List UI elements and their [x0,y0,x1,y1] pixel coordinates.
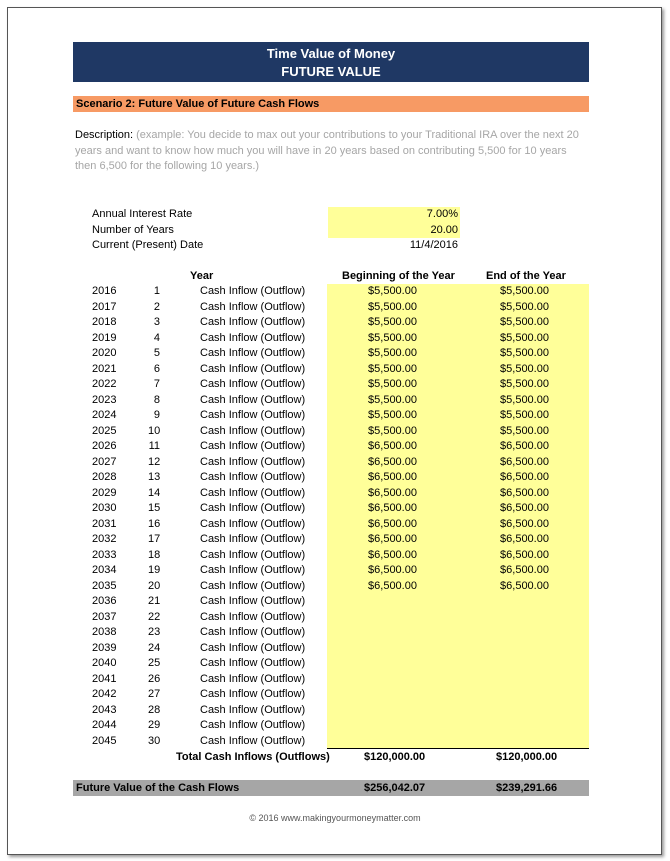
row-number: 25 [148,657,161,669]
row-end-value[interactable]: $6,500.00 [500,533,549,545]
row-number: 26 [148,672,161,685]
description [75,128,591,175]
row-label: Cash Inflow (Outflow) [200,455,306,468]
row-beginning-value[interactable]: $6,500.00 [368,471,417,483]
table-row [0,579,670,595]
row-number: 24 [148,641,161,654]
row-beginning-value[interactable]: $6,500.00 [368,579,417,592]
row-number: 14 [148,486,161,499]
row-year: 2020 [92,347,117,359]
table-row [0,703,670,719]
row-label: Cash Inflow (Outflow) [200,688,306,700]
row-year: 2032 [92,533,117,545]
row-year: 2017 [92,300,117,313]
row-number: 18 [148,548,161,561]
table-row [0,470,670,486]
row-year: 2023 [92,393,117,406]
row-label: Cash Inflow (Outflow) [200,347,306,359]
row-year: 2044 [92,719,117,731]
row-beginning-value[interactable]: $5,500.00 [368,347,417,359]
param-label: Current (Present) Date [92,239,204,251]
table-row [0,362,670,378]
row-label: Cash Inflow (Outflow) [200,300,306,313]
future-value-bar [73,780,589,796]
row-beginning-value[interactable]: $6,500.00 [368,486,417,499]
row-number: 19 [148,564,161,576]
row-end-value[interactable]: $6,500.00 [500,548,549,561]
table-row [0,517,670,533]
row-label: Cash Inflow (Outflow) [200,440,306,452]
page-header [73,42,589,82]
total-divider [327,748,589,749]
row-number: 20 [148,579,161,592]
row-end-value[interactable]: $5,500.00 [500,285,549,297]
column-header-beginning: Beginning of the Year [342,270,455,282]
total-label: Total Cash Inflows (Outflows) [176,751,330,763]
row-beginning-value[interactable]: $5,500.00 [368,300,417,313]
row-label: Cash Inflow (Outflow) [200,316,306,328]
row-beginning-value[interactable]: $5,500.00 [368,393,417,406]
table-row [0,346,670,362]
table-row [0,718,670,734]
row-year: 2043 [92,703,117,716]
row-year: 2016 [92,285,117,297]
row-number: 2 [153,300,160,313]
row-label: Cash Inflow (Outflow) [200,331,306,344]
row-number: 10 [148,424,161,437]
row-number: 7 [153,378,160,390]
row-label: Cash Inflow (Outflow) [200,626,306,638]
table-row [0,501,670,517]
row-year: 2025 [92,424,117,437]
row-number: 5 [153,347,160,359]
row-label: Cash Inflow (Outflow) [200,393,306,406]
row-end-value[interactable]: $6,500.00 [500,502,549,514]
total-beginning: $120,000.00 [364,751,426,763]
row-year: 2028 [92,471,117,483]
row-number: 17 [148,533,161,545]
row-label: Cash Inflow (Outflow) [200,703,306,716]
total-end: $120,000.00 [496,751,558,763]
row-label: Cash Inflow (Outflow) [200,424,306,437]
scenario-banner: Scenario 2: Future Value of Future Cash Flows [73,96,589,112]
future-value-label: Future Value of the Cash Flows [76,782,240,794]
table-row [0,594,670,610]
row-label: Cash Inflow (Outflow) [200,564,306,576]
row-label: Cash Inflow (Outflow) [200,486,306,499]
row-label: Cash Inflow (Outflow) [200,502,306,514]
param-label: Number of Years [92,223,174,236]
future-value-end: $239,291.66 [496,782,558,794]
row-number: 15 [148,502,161,514]
row-year: 2031 [92,517,117,530]
row-year: 2037 [92,610,117,623]
row-end-value[interactable]: $5,500.00 [500,409,549,421]
row-end-value[interactable]: $6,500.00 [500,471,549,483]
row-beginning-value[interactable]: $6,500.00 [368,564,417,576]
row-beginning-value[interactable]: $5,500.00 [368,424,417,437]
row-label: Cash Inflow (Outflow) [200,517,306,530]
description-label: Description: [75,129,134,141]
row-end-value[interactable]: $6,500.00 [500,455,549,468]
row-label: Cash Inflow (Outflow) [200,672,306,685]
table-row [0,563,670,579]
interest-rate-input[interactable]: 7.00% [328,207,460,223]
param-label: Annual Interest Rate [92,208,193,220]
table-row [0,486,670,502]
table-row [0,548,670,564]
row-number: 1 [153,285,160,297]
row-label: Cash Inflow (Outflow) [200,734,306,747]
row-label: Cash Inflow (Outflow) [200,285,306,297]
row-label: Cash Inflow (Outflow) [200,533,306,545]
row-number: 21 [148,595,161,607]
row-year: 2039 [92,641,117,654]
row-year: 2029 [92,486,117,499]
row-year: 2042 [92,688,117,700]
table-row [0,377,670,393]
table-row [0,408,670,424]
row-number: 27 [148,688,161,700]
page-title: Time Value of Money [266,46,396,61]
table-row [0,424,670,440]
row-year: 2036 [92,595,117,607]
row-label: Cash Inflow (Outflow) [200,548,306,561]
table-row [0,439,670,455]
table-row [0,315,670,331]
row-label: Cash Inflow (Outflow) [200,641,306,654]
row-beginning-value[interactable]: $5,500.00 [368,378,417,390]
row-year: 2022 [92,378,117,390]
row-beginning-value[interactable]: $5,500.00 [368,362,417,375]
row-number: 11 [148,440,160,452]
table-row [0,610,670,626]
row-number: 23 [148,626,161,638]
row-year: 2034 [92,564,117,576]
row-year: 2041 [92,672,117,685]
row-number: 8 [153,393,160,406]
row-number: 6 [153,362,160,375]
page-subtitle: FUTURE VALUE [281,64,381,79]
row-number: 29 [148,719,161,731]
table-row [0,641,670,657]
row-end-value[interactable]: $6,500.00 [500,440,549,452]
param-row-present-date [92,238,203,254]
row-beginning-value[interactable]: $5,500.00 [368,285,417,297]
row-end-value[interactable]: $5,500.00 [500,316,549,328]
column-header-year: Year [190,270,214,282]
row-label: Cash Inflow (Outflow) [200,719,306,731]
table-row [0,532,670,548]
row-number: 30 [148,734,161,747]
row-year: 2021 [92,362,117,375]
table-row [0,672,670,688]
row-end-value[interactable]: $5,500.00 [500,378,549,390]
row-number: 4 [153,331,160,344]
column-header-end: End of the Year [486,270,566,282]
table-row [0,656,670,672]
row-beginning-value[interactable]: $6,500.00 [368,440,417,452]
row-end-value[interactable]: $6,500.00 [500,486,549,499]
row-label: Cash Inflow (Outflow) [200,362,306,375]
table-row [0,331,670,347]
table-row [0,687,670,703]
row-number: 22 [148,610,161,623]
row-label: Cash Inflow (Outflow) [200,409,306,421]
row-end-value[interactable]: $6,500.00 [500,579,549,592]
row-beginning-value[interactable]: $6,500.00 [368,517,417,530]
description-text: (example: You decide to max out your contributions to your Traditional IRA over the next 20 years and want to know how much you will have in 20 years based on contributing 5,500 for 10 years then 6,500 for the following 10 years.) [75,129,579,172]
future-value-beginning: $256,042.07 [364,782,426,794]
row-number: 9 [153,409,160,421]
row-year: 2026 [92,440,117,452]
row-end-value[interactable]: $5,500.00 [500,331,549,344]
present-date-value: 11/4/2016 [409,239,458,251]
row-label: Cash Inflow (Outflow) [200,610,306,623]
row-end-value[interactable]: $5,500.00 [500,362,549,375]
row-beginning-value[interactable]: $6,500.00 [368,502,417,514]
row-year: 2040 [92,657,117,669]
row-number: 12 [148,455,161,468]
row-end-value[interactable]: $5,500.00 [500,393,549,406]
row-end-value[interactable]: $5,500.00 [500,347,549,359]
row-year: 2035 [92,579,117,592]
number-of-years-input[interactable]: 20.00 [328,223,460,239]
row-label: Cash Inflow (Outflow) [200,471,306,483]
table-row [0,625,670,641]
row-year: 2030 [92,502,117,514]
row-year: 2018 [92,316,117,328]
table-row [0,284,670,300]
row-beginning-value[interactable]: $6,500.00 [368,548,417,561]
table-row [0,455,670,471]
row-number: 16 [148,517,161,530]
row-end-value[interactable]: $5,500.00 [500,300,549,313]
row-number: 3 [153,316,160,328]
row-label: Cash Inflow (Outflow) [200,657,306,669]
footer-copyright: © 2016 www.makingyourmoneymatter.com [249,813,421,823]
row-year: 2019 [92,331,117,344]
row-label: Cash Inflow (Outflow) [200,579,306,592]
row-end-value[interactable]: $5,500.00 [500,424,549,437]
table-row [0,300,670,316]
row-label: Cash Inflow (Outflow) [200,595,306,607]
row-beginning-value[interactable]: $5,500.00 [368,316,417,328]
row-number: 13 [148,471,161,483]
row-label: Cash Inflow (Outflow) [200,378,306,390]
row-number: 28 [148,703,161,716]
param-row-interest-rate [92,207,192,223]
row-year: 2033 [92,548,117,561]
row-beginning-value[interactable]: $5,500.00 [368,331,417,344]
row-end-value[interactable]: $6,500.00 [500,517,549,530]
row-year: 2038 [92,626,117,638]
row-year: 2045 [92,734,117,747]
table-row [0,734,670,750]
row-beginning-value[interactable]: $6,500.00 [368,533,417,545]
row-year: 2027 [92,455,117,468]
row-beginning-value[interactable]: $6,500.00 [368,455,417,468]
row-end-value[interactable]: $6,500.00 [500,564,549,576]
row-year: 2024 [92,409,117,421]
table-row [0,393,670,409]
row-beginning-value[interactable]: $5,500.00 [368,409,417,421]
param-row-number-of-years [92,223,174,239]
